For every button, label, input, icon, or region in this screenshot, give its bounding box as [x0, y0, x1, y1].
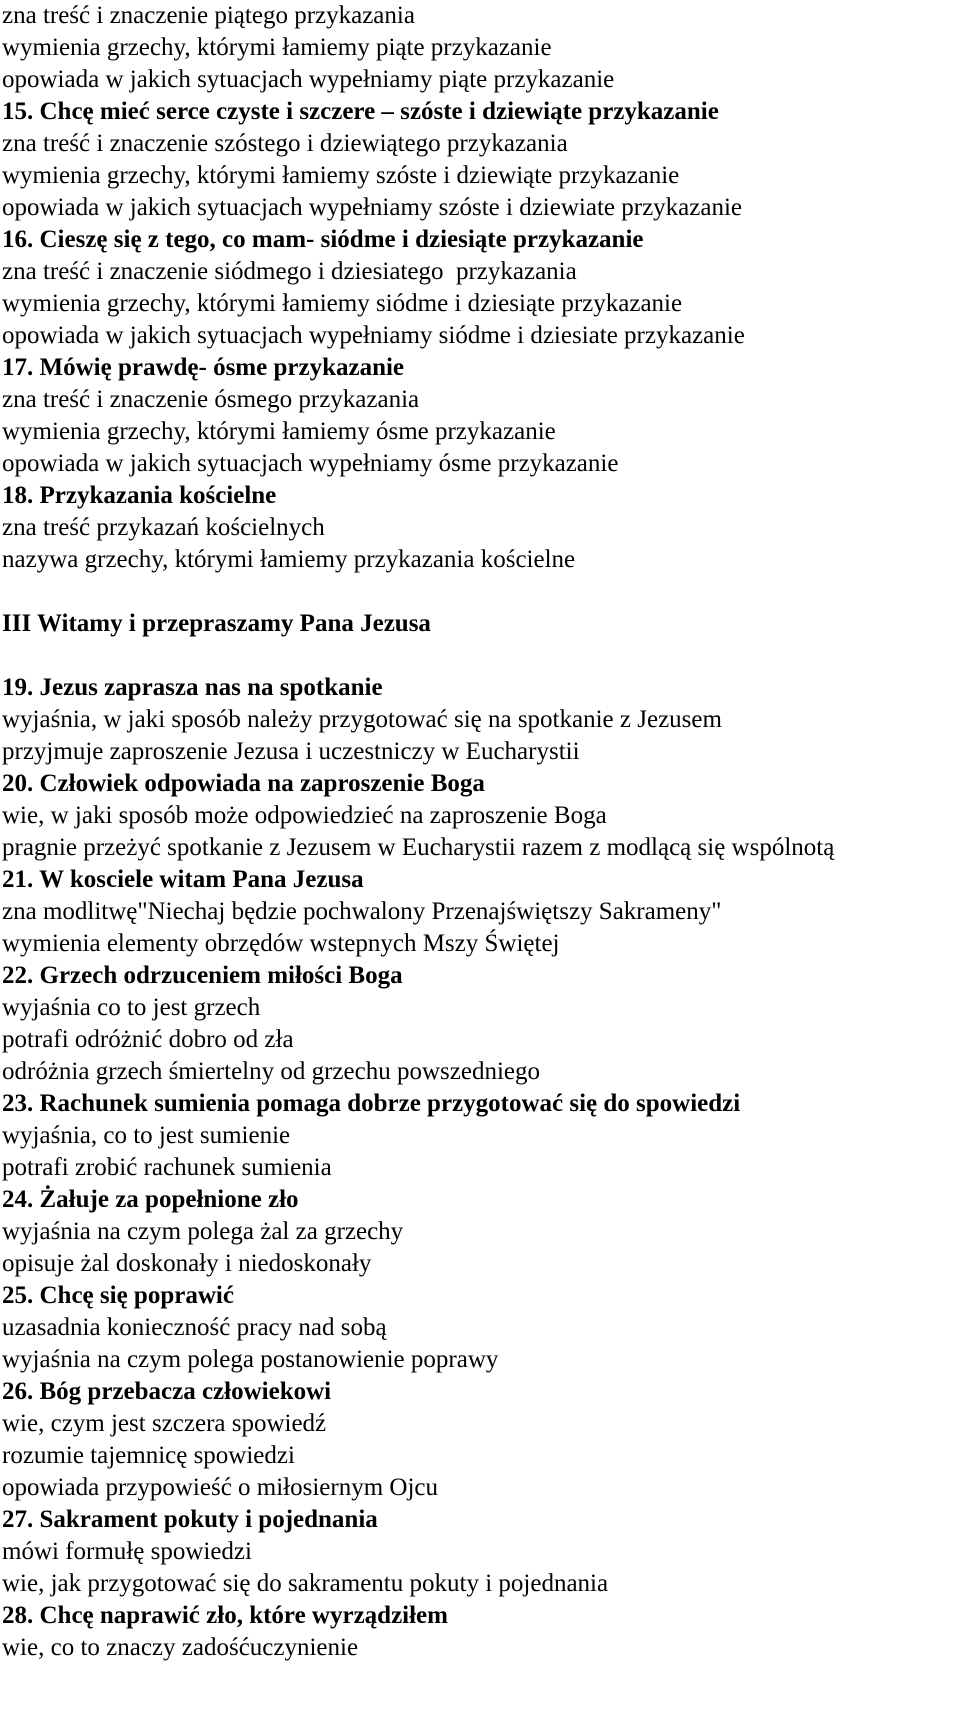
requirement-line: zna modlitwę"Niechaj będzie pochwalony Przenajświętszy Sakrameny"	[2, 898, 722, 925]
topic-title	[2, 1504, 960, 1536]
requirement-line: potrafi odróżnić dobro od zła	[2, 1026, 294, 1053]
requirement-line: potrafi zrobić rachunek sumienia	[2, 1154, 332, 1181]
requirement-line: wie, w jaki sposób może odpowiedzieć na zaproszenie Boga	[2, 802, 607, 829]
requirement-line: wyjaśnia co to jest grzech	[2, 994, 261, 1021]
requirement-line: zna treść i znaczenie ósmego przykazania	[2, 386, 420, 413]
topic-title-text: Chcę naprawić zło, które wyrządziłem	[39, 1602, 448, 1629]
topic-number: 23.	[2, 1090, 40, 1117]
topic-title	[2, 768, 960, 800]
topic-title	[2, 480, 960, 512]
requirement-line: wyjaśnia, co to jest sumienie	[2, 1122, 291, 1149]
topic-title	[2, 1600, 960, 1632]
requirement-line: mówi formułę spowiedzi	[2, 1538, 252, 1565]
topic-title-text: Chcę mieć serce czyste i szczere – szóste i dziewiąte przykazanie	[39, 98, 719, 125]
requirement-line: zna treść i znaczenie piątego przykazania	[2, 2, 415, 29]
requirement-line: wie, czym jest szczera spowiedź	[2, 1410, 327, 1437]
requirement-line: opowiada przypowieść o miłosiernym Ojcu	[2, 1474, 439, 1501]
topic-number: 19.	[2, 674, 40, 701]
topic-number: 22.	[2, 962, 40, 989]
topic-title	[2, 1280, 960, 1312]
requirement-line: odróżnia grzech śmiertelny od grzechu powszedniego	[2, 1058, 540, 1085]
requirement-line: wyjaśnia na czym polega postanowienie poprawy	[2, 1346, 499, 1373]
requirement-line: rozumie tajemnicę spowiedzi	[2, 1442, 295, 1469]
requirement-line: wymienia elementy obrzędów wstepnych Mszy Świętej	[2, 930, 560, 957]
topic-title-text: W kosciele witam Pana Jezusa	[39, 866, 364, 893]
topic-number: 17.	[2, 354, 40, 381]
requirement-line: opowiada w jakich sytuacjach wypełniamy ósme przykazanie	[2, 450, 619, 477]
topic-number: 20.	[2, 770, 40, 797]
topic-title-text: Grzech odrzuceniem miłości Boga	[39, 962, 403, 989]
section-heading: III Witamy i przepraszamy Pana Jezusa	[2, 610, 431, 637]
requirement-line: wyjaśnia, w jaki sposób należy przygotować się na spotkanie z Jezusem	[2, 706, 722, 733]
topic-title	[2, 96, 960, 128]
topic-title-text: Rachunek sumienia pomaga dobrze przygotować się do spowiedzi	[39, 1090, 741, 1117]
topic-title-text: Bóg przebacza człowiekowi	[39, 1378, 332, 1405]
requirement-line: opowiada w jakich sytuacjach wypełniamy siódme i dziesiate przykazanie	[2, 322, 745, 349]
topic-title-text: Żałuje za popełnione zło	[39, 1186, 299, 1213]
requirement-line: wie, co to znaczy zadośćuczynienie	[2, 1634, 359, 1661]
requirement-line: opowiada w jakich sytuacjach wypełniamy piąte przykazanie	[2, 66, 615, 93]
requirement-line: zna treść i znaczenie szóstego i dziewiątego przykazania	[2, 130, 568, 157]
topic-title	[2, 1376, 960, 1408]
topic-title	[2, 1184, 960, 1216]
topic-number: 18.	[2, 482, 40, 509]
topic-number: 25.	[2, 1282, 40, 1309]
requirement-line: zna treść i znaczenie siódmego i dziesiatego przykazania	[2, 258, 577, 285]
requirement-line: wie, jak przygotować się do sakramentu pokuty i pojednania	[2, 1570, 609, 1597]
topic-title	[2, 672, 960, 704]
topic-title-text: Mówię prawdę- ósme przykazanie	[39, 354, 405, 381]
topic-title-text: Człowiek odpowiada na zaproszenie Boga	[39, 770, 485, 797]
topic-number: 28.	[2, 1602, 40, 1629]
topic-title-text: Sakrament pokuty i pojednania	[39, 1506, 378, 1533]
requirement-line: przyjmuje zaproszenie Jezusa i uczestniczy w Eucharystii	[2, 738, 580, 765]
requirement-line: wymienia grzechy, którymi łamiemy ósme przykazanie	[2, 418, 556, 445]
requirement-line: wymienia grzechy, którymi łamiemy siódme i dziesiąte przykazanie	[2, 290, 683, 317]
topic-title	[2, 864, 960, 896]
blank-line	[2, 576, 960, 608]
topic-title	[2, 1088, 960, 1120]
blank-line	[2, 640, 960, 672]
requirement-line: wymienia grzechy, którymi łamiemy piąte przykazanie	[2, 34, 552, 61]
topic-number: 24.	[2, 1186, 40, 1213]
topic-title-text: Przykazania kościelne	[39, 482, 277, 509]
topic-title-text: Chcę się poprawić	[39, 1282, 234, 1309]
topic-title	[2, 224, 960, 256]
topic-title	[2, 960, 960, 992]
topic-number: 27.	[2, 1506, 40, 1533]
requirement-line: uzasadnia konieczność pracy nad sobą	[2, 1314, 387, 1341]
requirement-line: nazywa grzechy, którymi łamiemy przykazania kościelne	[2, 546, 576, 573]
requirement-line: opowiada w jakich sytuacjach wypełniamy szóste i dziewiate przykazanie	[2, 194, 742, 221]
topic-number: 15.	[2, 98, 40, 125]
requirement-line: wyjaśnia na czym polega żal za grzechy	[2, 1218, 404, 1245]
requirement-line: opisuje żal doskonały i niedoskonały	[2, 1250, 372, 1277]
topic-title	[2, 352, 960, 384]
requirement-line: zna treść przykazań kościelnych	[2, 514, 325, 541]
topic-number: 16.	[2, 226, 40, 253]
requirement-line: wymienia grzechy, którymi łamiemy szóste i dziewiąte przykazanie	[2, 162, 680, 189]
requirement-line: pragnie przeżyć spotkanie z Jezusem w Eucharystii razem z modlącą się wspólnotą	[2, 834, 835, 861]
topic-title-text: Cieszę się z tego, co mam- siódme i dziesiąte przykazanie	[39, 226, 644, 253]
topic-title-text: Jezus zaprasza nas na spotkanie	[39, 674, 383, 701]
topic-number: 26.	[2, 1378, 40, 1405]
topic-number: 21.	[2, 866, 40, 893]
